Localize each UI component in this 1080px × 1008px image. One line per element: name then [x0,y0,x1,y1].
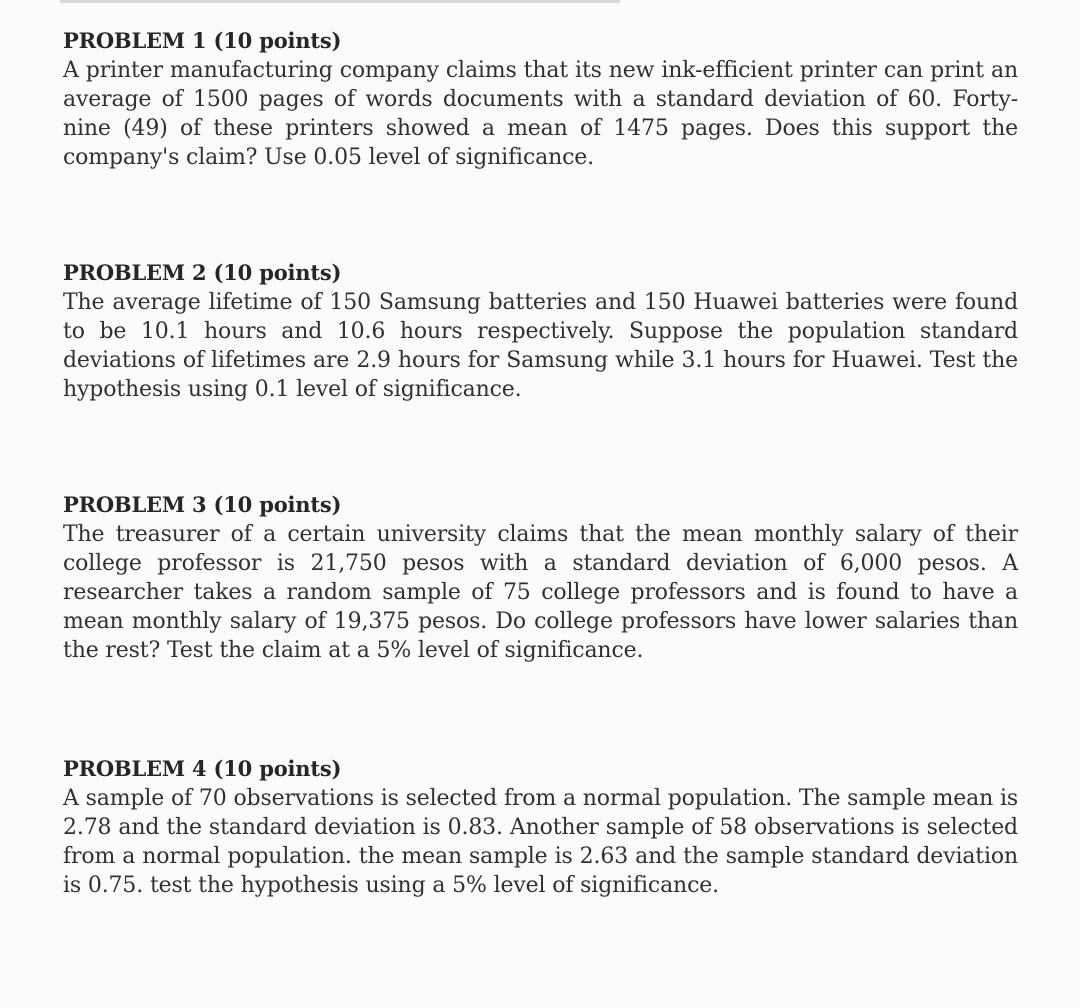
cropped-text-edge [60,0,620,3]
problem-4 [63,754,1018,900]
problem-1-text: A printer manufacturing company claims that its new ink-efficient printer can print an average of 1500 pages of words documents with a standard deviation of 60. Forty-nine (49) of these printers showed a mean of 1475 pages. Does this support the company's claim? Use 0.05 level of significance. [63,58,1018,170]
problem-3-text: The treasurer of a certain university claims that the mean monthly salary of their college professor is 21,750 pesos with a standard deviation of 6,000 pesos. A researcher takes a random sample of 75 college professors and is found to have a mean monthly salary of 19,375 pesos. Do college professors have lower salaries than the rest? Test the claim at a 5% level of significance. [63,522,1018,663]
problem-3 [63,490,1018,665]
problem-2-title: PROBLEM 2 (10 points) [63,260,342,285]
problem-4-text: A sample of 70 observations is selected from a normal population. The sample mean is 2.78 and the standard deviation is 0.83. Another sample of 58 observations is selected from a normal population. the mean sample is 2.63 and the sample standard deviation is 0.75. test the hypothesis using a 5% level of significance. [63,786,1018,898]
problem-1-title: PROBLEM 1 (10 points) [63,28,342,53]
problem-2-text: The average lifetime of 150 Samsung batteries and 150 Huawei batteries were found to be 10.1 hours and 10.6 hours respectively. Suppose the population standard deviations of lifetimes are 2.9 hours for Samsung while 3.1 hours for Huawei. Test the hypothesis using 0.1 level of significance. [63,290,1018,402]
problem-2 [63,258,1018,404]
problem-1 [63,26,1018,172]
problem-3-title: PROBLEM 3 (10 points) [63,492,342,517]
problem-4-title: PROBLEM 4 (10 points) [63,756,342,781]
